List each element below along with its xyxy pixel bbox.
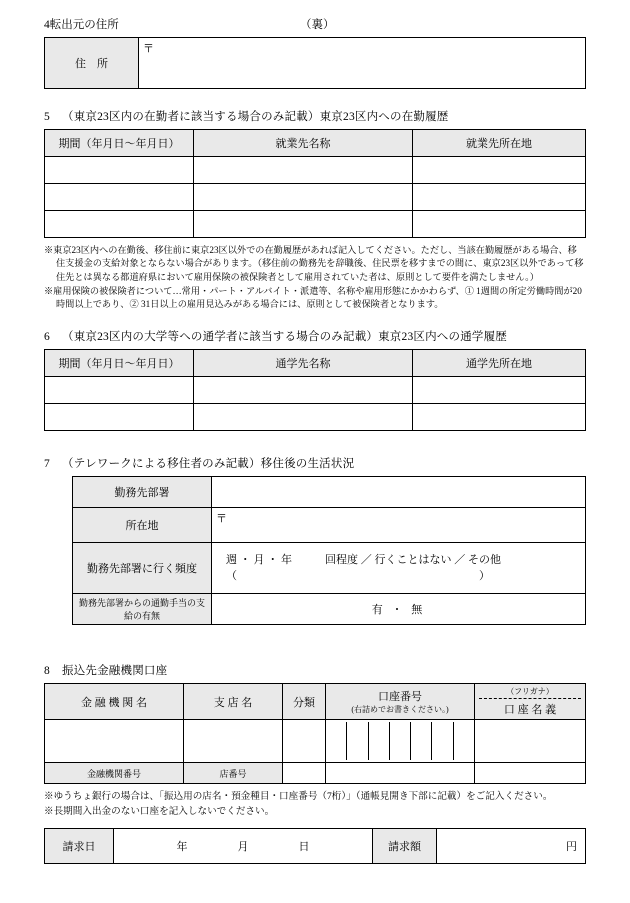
section-8-number: 8 [44, 665, 50, 677]
section-7-table [72, 476, 586, 625]
claim-table [44, 828, 586, 864]
table-header-row [45, 350, 586, 377]
table-row [45, 157, 586, 184]
digit-box[interactable] [326, 722, 347, 760]
cell-account-number[interactable] [326, 720, 475, 763]
label-location: 所在地 [73, 508, 212, 543]
col-account-type: 分類 [283, 684, 326, 720]
back-side-label: （裏） [300, 19, 335, 31]
table-row [45, 829, 586, 864]
table-row [45, 377, 586, 404]
day-unit: 日 [298, 841, 310, 853]
label-branch-code: 店番号 [184, 763, 283, 784]
cell-branch-name[interactable] [184, 720, 283, 763]
col-period: 期間（年月日～年月日） [45, 130, 194, 157]
account-number-label: 口座番号 [378, 691, 422, 703]
col-branch-name: 支 店 名 [184, 684, 283, 720]
digit-box[interactable] [347, 722, 368, 760]
cell-bank-name[interactable] [45, 720, 184, 763]
table-row [73, 543, 586, 594]
cell-claim-amount[interactable] [437, 829, 586, 864]
section-8-title: 振込先金融機関口座 [62, 665, 168, 677]
frequency-other-field: （ ） [226, 570, 490, 582]
section-6-title: （東京23区内の大学等への通学者に該当する場合のみ記載）東京23区内への通学履歴 [62, 331, 507, 343]
spacer-cell [283, 763, 326, 784]
cell-period[interactable] [45, 404, 194, 431]
label-commute-allowance: 勤務先部署からの通勤手当の支給の有無 [73, 594, 212, 625]
furigana-label: （フリガナ） [479, 686, 581, 699]
label-department: 勤務先部署 [73, 477, 212, 508]
section-7-header [0, 455, 630, 471]
section-4-table [44, 37, 586, 89]
section-5 [0, 108, 630, 313]
digit-box[interactable] [369, 722, 390, 760]
spacer-cell [475, 763, 586, 784]
note-item: ※雇用保険の被保険者について…常用・パート・アルバイト・派遣等、名称や雇用形態にかかわらず、① 1週間の所定労働時間が20時間以上であり、② 31日以上の雇用見込みがある場合には、原則として被保険者となります。 [44, 286, 582, 310]
cell-period[interactable] [45, 377, 194, 404]
section-6-number: 6 [44, 331, 50, 343]
cell-school-address[interactable] [413, 404, 586, 431]
account-holder-label: 口 座 名 義 [503, 704, 557, 716]
note-item: ※ゆうちょ銀行の場合は、「振込用の店名・預金種目・口座番号（7桁）」（通帳見開き下部に記載）をご記入ください。 [44, 791, 553, 802]
section-5-number: 5 [44, 111, 50, 123]
cell-account-type[interactable] [283, 720, 326, 763]
cell-employer-name[interactable] [194, 211, 413, 238]
cell-employer-address[interactable] [413, 157, 586, 184]
col-account-number [326, 684, 475, 720]
col-school-name: 通学先名称 [194, 350, 413, 377]
col-period: 期間（年月日～年月日） [45, 350, 194, 377]
cell-employer-address[interactable] [413, 184, 586, 211]
cell-employer-address[interactable] [413, 211, 586, 238]
cell-claim-date[interactable] [114, 829, 373, 864]
frequency-options: 週 ・ 月 ・ 年 回程度 ／ 行くことはない ／ その他 [226, 553, 501, 566]
month-unit: 月 [237, 841, 249, 853]
col-account-holder [475, 684, 586, 720]
cell-account-holder[interactable] [475, 720, 586, 763]
section-8-table [44, 683, 586, 784]
section-4-header [0, 16, 630, 32]
address-label-cell: 住 所 [45, 38, 139, 89]
postal-mark: 〒 [143, 43, 154, 55]
table-header-row [45, 684, 586, 720]
cell-employer-name[interactable] [194, 184, 413, 211]
col-employer-address: 就業先所在地 [413, 130, 586, 157]
digit-box[interactable] [432, 722, 453, 760]
account-number-sublabel: (右詰めでお書きください。) [351, 705, 449, 714]
value-location[interactable]: 〒 [212, 508, 586, 543]
label-claim-date: 請求日 [45, 829, 114, 864]
cell-school-name[interactable] [194, 404, 413, 431]
table-row [45, 404, 586, 431]
section-5-header [0, 108, 630, 124]
table-row [45, 184, 586, 211]
table-row [45, 38, 586, 89]
col-school-address: 通学先所在地 [413, 350, 586, 377]
section-claim [0, 828, 630, 864]
section-7-title: （テレワークによる移住者のみ記載）移住後の生活状況 [62, 458, 355, 470]
table-row [45, 211, 586, 238]
currency-unit: 円 [566, 841, 577, 853]
table-row [73, 508, 586, 543]
cell-school-name[interactable] [194, 377, 413, 404]
spacer-cell [326, 763, 475, 784]
section-8-header [0, 662, 630, 678]
value-commute-allowance[interactable]: 有 ・ 無 [212, 594, 586, 625]
digit-box[interactable] [411, 722, 432, 760]
section-5-title: （東京23区内の在勤者に該当する場合のみ記載）東京23区内への在勤履歴 [62, 111, 449, 123]
section-5-notes [44, 244, 586, 312]
section-6 [0, 328, 630, 431]
section-6-table [44, 349, 586, 431]
table-row [45, 720, 586, 763]
note-item: ※東京23区内への在勤後、移住前に東京23区以外での在勤履歴があれば記入してください。ただし、当該在勤履歴がある場合、移住支援金の支給対象とならない場合があります。（移住前の勤務先を辞職後、住民票を移すまでの間に、東京23区以外であって移住先とは異なる都道府県において雇用保険の被保険者として雇用されていた者は、原則として要件を満たしません。） [44, 245, 584, 282]
cell-school-address[interactable] [413, 377, 586, 404]
note-item: ※長期間入出金のない口座を記入しないでください。 [44, 805, 275, 817]
address-input-cell[interactable] [139, 38, 586, 89]
label-bank-code: 金融機関番号 [45, 763, 184, 784]
section-4-number: 4 [44, 19, 50, 31]
label-visit-frequency: 勤務先部署に行く頻度 [73, 543, 212, 594]
digit-box[interactable] [454, 722, 474, 760]
section-8 [0, 662, 630, 820]
col-bank-name: 金 融 機 関 名 [45, 684, 184, 720]
section-4-title: 転出元の住所 [49, 19, 119, 31]
cell-employer-name[interactable] [194, 157, 413, 184]
table-header-row [45, 130, 586, 157]
section-7-number: 7 [44, 458, 50, 470]
digit-box[interactable] [390, 722, 411, 760]
year-unit: 年 [176, 841, 188, 853]
section-4 [0, 16, 630, 89]
cell-period[interactable] [45, 184, 194, 211]
table-row [73, 477, 586, 508]
cell-period[interactable] [45, 211, 194, 238]
cell-period[interactable] [45, 157, 194, 184]
table-row [45, 763, 586, 784]
section-6-header [0, 328, 630, 344]
value-department[interactable] [212, 477, 586, 508]
value-visit-frequency[interactable] [212, 543, 586, 594]
section-7 [0, 455, 630, 625]
table-row [73, 594, 586, 625]
col-employer-name: 就業先名称 [194, 130, 413, 157]
section-8-notes [44, 790, 586, 819]
label-claim-amount: 請求額 [373, 829, 437, 864]
section-5-table [44, 129, 586, 238]
